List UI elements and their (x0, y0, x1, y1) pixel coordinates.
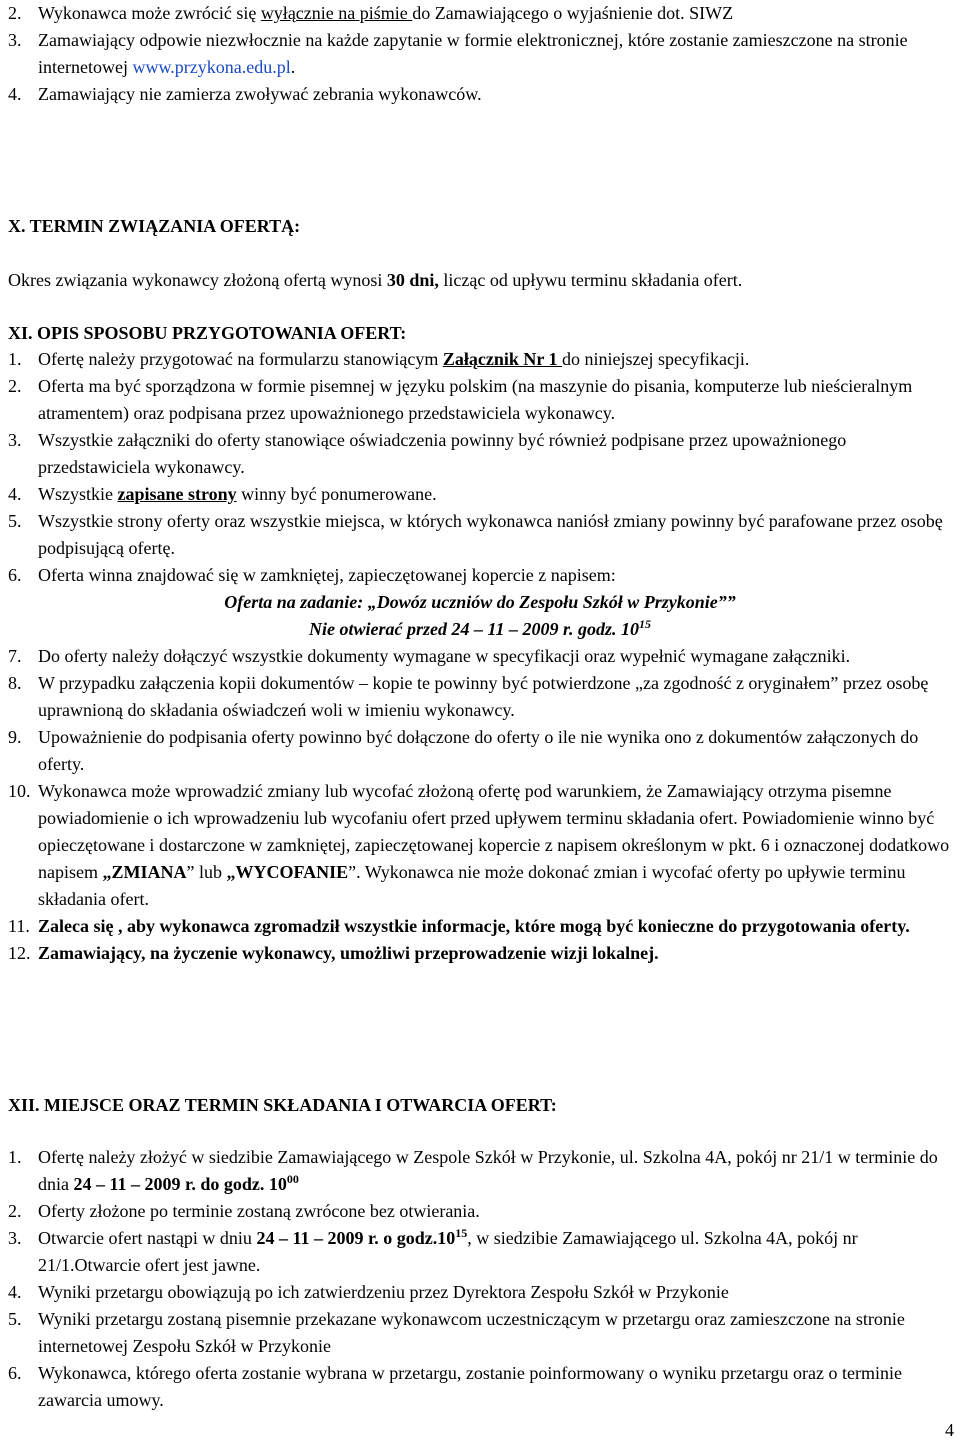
section-xii-list (8, 1144, 952, 1414)
list-item: 5. Wszystkie strony oferty oraz wszystkie miejsca, w których wykonawca naniósł zmiany powinny być parafowane przez osobę podpisującą ofertę. (8, 511, 943, 558)
list-item: 10. Wykonawca może wprowadzić zmiany lub wycofać złożoną ofertę pod warunkiem, że Zamawiający otrzyma pisemne powiadomienie o ich wprowadzeniu lub wycofaniu ofert przed upływem terminu składania ofert. Powiadomienie winno być opieczętowane i dostarczone w zamkniętej, zapieczętowanej kopercie z napisem określonym w pkt. 6 i oznaczonej dodatkowo napisem „ZMIANA” lub „WYCOFANIE”. Wykonawca nie może dokonać zmian i wycofać oferty po upływie terminu składania ofert. (8, 781, 950, 909)
list-item: 8. W przypadku załączenia kopii dokumentów – kopie te powinny być potwierdzone „za zgodność z oryginałem” przez osobę uprawnioną do składania oświadczeń woli w imieniu wykonawcy. (8, 673, 929, 720)
list-item: 11. Zaleca się , aby wykonawca zgromadził wszystkie informacje, które mogą być konieczne do przygotowania oferty. (8, 916, 910, 936)
envelope-label-line-2: Nie otwierać przed 24 – 11 – 2009 r. godz. $10^{15}$ (308, 617, 651, 639)
list-item: 12. Zamawiający, na życzenie wykonawcy, umożliwi przeprowadzenie wizji lokalnej. (8, 943, 659, 963)
item-number: 3. (8, 30, 22, 50)
item-number: 4. (8, 84, 22, 104)
top-list (8, 0, 952, 108)
list-item: 2. Wykonawca może zwrócić się wyłącznie na piśmie do Zamawiającego o wyjaśnienie dot. SIWZ (8, 0, 952, 27)
list-item: 6. Wykonawca, którego oferta zostanie wybrana w przetargu, zostanie poinformowany o wyniku przetargu oraz o terminie zawarcia umowy. (8, 1363, 902, 1410)
list-item: 2. Oferta ma być sporządzona w formie pisemnej w języku polskim (na maszynie do pisania, komputerze lub nieścieralnym atramentem) oraz podpisana przez upoważnionego przedstawiciela wykonawcy. (8, 376, 913, 423)
list-item: 4. Wyniki przetargu obowiązują po ich zatwierdzeniu przez Dyrektora Zespołu Szkół w Przykonie (8, 1282, 729, 1302)
underlined-text: wyłącznie na piśmie (260, 3, 413, 23)
section-x-heading: X. TERMIN ZWIĄZANIA OFERTĄ: (8, 216, 301, 236)
section-xi-heading: XI. OPIS SPOSOBU PRZYGOTOWANIA OFERT: (8, 323, 407, 343)
list-item: 1. Ofertę należy przygotować na formularzu stanowiącym Załącznik Nr 1 do niniejszej specyfikacji. (8, 349, 750, 369)
list-item: 4. Zamawiający nie zamierza zwoływać zebrania wykonawców. (8, 81, 952, 108)
section-xi-list (8, 346, 952, 967)
item-number: 2. (8, 3, 22, 23)
website-link[interactable]: www.przykona.edu.pl (132, 57, 291, 77)
envelope-label-line-1: Oferta na zadanie: „Dowóz uczniów do Zespołu Szkół w Przykonie”” (224, 592, 736, 612)
page-number: 4 (945, 1420, 954, 1440)
section-x-paragraph: Okres związania wykonawcy złożoną ofertą wynosi 30 dni, licząc od upływu terminu składania ofert. (8, 270, 743, 290)
list-item: 3. Otwarcie ofert nastąpi w dniu 24 – 11 – 2009 r. o $godz.10^{15}$, w siedzibie Zamawiającego ul. Szkolna 4A, pokój nr 21/1.Otwarcie ofert jest jawne. (8, 1226, 858, 1275)
list-item: 5. Wyniki przetargu zostaną pisemnie przekazane wykonawcom uczestniczącym w przetargu oraz zamieszczone na stronie internetowej Zespołu Szkół w Przykonie (8, 1309, 905, 1356)
list-item: 3. Zamawiający odpowie niezwłocznie na każde zapytanie w formie elektronicznej, które zostanie zamieszczone na stronie internetowej www.przykona.edu.pl. (8, 27, 952, 81)
list-item: 6. Oferta winna znajdować się w zamkniętej, zapieczętowanej kopercie z napisem: (8, 565, 616, 585)
list-item: 4. Wszystkie zapisane strony winny być ponumerowane. (8, 484, 437, 504)
list-item: 2. Oferty złożone po terminie zostaną zwrócone bez otwierania. (8, 1201, 480, 1221)
attachment-reference: Załącznik Nr 1 (442, 349, 562, 369)
list-item: 7. Do oferty należy dołączyć wszystkie dokumenty wymagane w specyfikacji oraz wypełnić wymagane załączniki. (8, 646, 851, 666)
list-item: 3. Wszystkie załączniki do oferty stanowiące oświadczenia powinny być również podpisane przez upoważnionego przedstawiciela wykonawcy. (8, 430, 847, 477)
section-xii-heading: XII. MIEJSCE ORAZ TERMIN SKŁADANIA I OTWARCIA OFERT: (8, 1095, 557, 1115)
list-item: 9. Upoważnienie do podpisania oferty powinno być dołączone do oferty o ile nie wynika ono z dokumentów załączonych do oferty. (8, 727, 919, 774)
list-item: 1. Ofertę należy złożyć w siedzibie Zamawiającego w Zespole Szkół w Przykonie, ul. Szkolna 4A, pokój nr 21/1 w terminie do dnia 24 – 11 – 2009 r. do godz. $10^{00}$ (8, 1147, 938, 1194)
